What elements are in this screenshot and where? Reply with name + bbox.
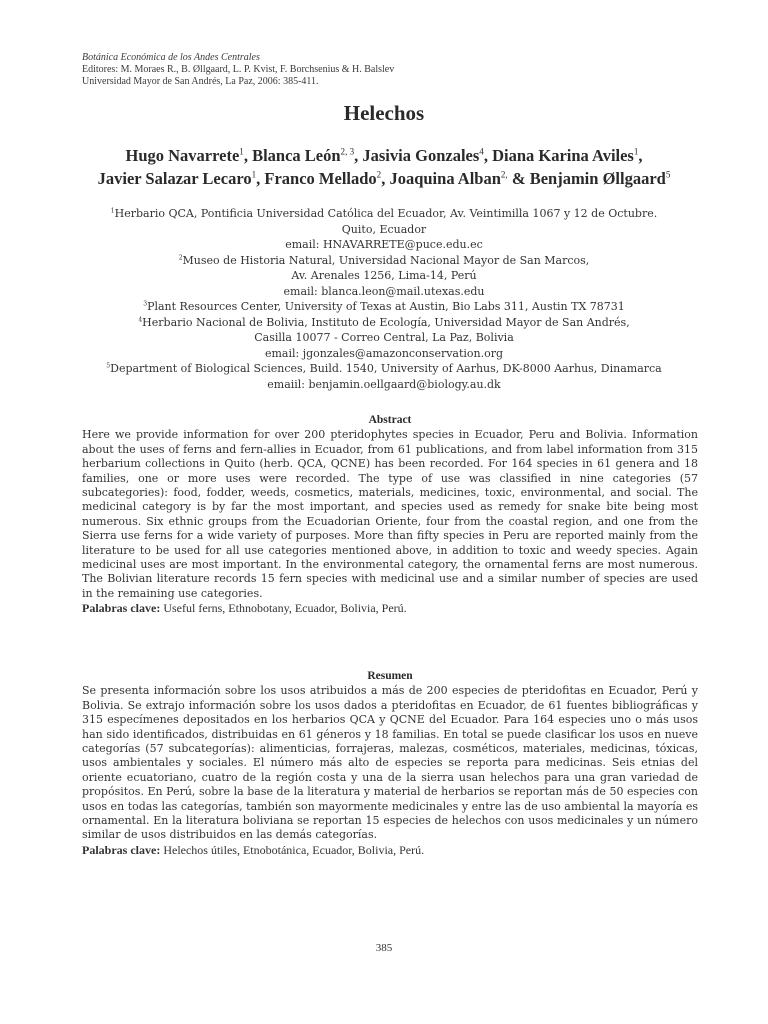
author-sep: , [256,169,265,188]
author-name: Diana Karina Aviles [492,146,634,165]
resumen-section [82,669,698,857]
affiliation-text: Casilla 10077 - Correo Central, La Paz, Bolivia [254,331,514,344]
author-name: Joaquina Alban [389,169,501,188]
publisher-line: Universidad Mayor de San Andrés, La Paz, 2006: 385-411. [82,76,319,87]
author-name: Benjamin Øllgaard [529,169,666,188]
author-sep: , [381,169,390,188]
affiliation-line [60,315,708,331]
affiliation-text: Quito, Ecuador [341,222,427,236]
author-sep: & [507,169,530,188]
author-sup: 4 [479,146,484,157]
affiliation-line [60,361,708,377]
keywords-text: Helechos útiles, Etnobotánica, Ecuador, Bolivia, Perú. [160,842,425,857]
abstract-body: Here we provide information for over 200 pteridophytes species in Ecuador, Peru and Bolivia. Information about the uses of ferns and fern-allies in Ecuador, from 61 publications, and from label information from 315 herbarium collections in Quito (herb. QCA, QCNE) has been recorded. For 164 species in 61 genera and 18 families, one or more uses were recorded. The type of use was classified in nine categories (57 subcategories): food, fodder, weeds, cosmetics, materials, medicines, toxic, environmental, and social. The medicinal category is by far the most important, and species used as remedy for snake bite being most numerous. Six ethnic groups from the Ecuadorian Oriente, four from the coastal region, and one from the Sierra use ferns for a wide variety of purposes. More than fifty species in Peru are reported mainly from the literature to be used for all use categories mentioned above, in addition to toxic and weedy species. Again medicinal uses are most important. In the environmental category, the ornamental ferns are most numerous. The Bolivian literature records 15 fern species with medicinal use and a similar number of species are used in the remaining use categories. [82,428,698,600]
author-list [60,144,708,190]
affiliation-text: Herbario Nacional de Bolivia, Instituto de Ecología, Universidad Mayor de San Andrés, [142,315,630,329]
running-header [82,52,682,88]
affiliation-sup: 1 [110,207,115,215]
author-sep: , [354,146,363,165]
affiliation-email: email: HNAVARRETE@puce.edu.ec [285,238,483,251]
author-sup: 5 [665,169,671,180]
keywords-text: Useful ferns, Ethnobotany, Ecuador, Bolivia, Perú. [160,601,407,616]
author-line-2 [60,167,708,190]
keywords-label: Palabras clave: [82,601,161,616]
editors-line: Editores: M. Moraes R., B. Øllgaard, L. P. Kvist, F. Borchsenius & H. Balslev [82,64,395,75]
author-sup: 2, [500,169,508,180]
affiliation-line [60,253,708,269]
affiliations [60,206,708,392]
author-sup: 2, 3 [340,146,355,157]
affiliation-sup: 5 [106,362,111,370]
affiliation-email: email: blanca.leon@mail.utexas.edu [283,284,485,298]
abstract-keywords [82,601,698,615]
affiliation-line [60,377,708,393]
affiliation-line [60,222,708,238]
author-sep: , [483,146,493,165]
affiliation-sup: 3 [143,300,148,308]
affiliation-sup: 4 [138,315,143,323]
affiliation-email: email: jgonzales@amazonconservation.org [264,346,504,360]
author-name: Jasivia Gonzales [362,146,480,165]
affiliation-text: Herbario QCA, Pontificia Universidad Católica del Ecuador, Av. Veintimilla 1067 y 12 de Octubre. [114,207,658,220]
affiliation-text: Plant Resources Center, University of Texas at Austin, Bio Labs 311, Austin TX 78731 [147,300,625,313]
resumen-body: Se presenta información sobre los usos atribuidos a más de 200 especies de pteridofitas en Ecuador, Perú y Bolivia. Se extrajo información sobre los usos dados a pteridofitas en Ecuador, de 61 fuentes bibliográficas y 315 especímenes depositados en los herbarios QCA y QCNE del Ecuador. Para 164 especies uno o más usos han sido identificados, distribuidas en 61 géneros y 18 familias. En total se puede clasificar los usos en nueve categorías (57 subcategorías): alimenticias, forrajeras, malezas, cosméticos, materiales, medicinas, tóxicas, usos ambientales y sociales. El número más alto de especies se reporta para medicinas. Seis etnias del oriente ecuatoriano, cuatro de la región costa y una de la sierra usan helechos para una gran variedad de propósitos. En Perú, sobre la base de la literatura y material de herbarios se reportan más de 50 especies con usos en todas las categorías, también son mayormente medicinales y entre las de uso ambiental la mayoría es ornamental. En la literatura boliviana se reportan 15 especies de helechos con usos medicinales y un número similar de usos distribuidos en las demás categorías. [82,684,698,842]
affiliation-line [60,346,708,362]
affiliation-line [60,284,708,300]
author-name: Javier Salazar Lecaro [97,169,252,188]
author-line-1 [60,144,708,167]
author-sep: , [638,146,643,165]
author-name: Blanca León [252,146,341,165]
chapter-title: Helechos [343,101,425,125]
author-sep: , [243,146,253,165]
author-sup: 1 [251,169,257,180]
affiliation-line [60,237,708,253]
resumen-keywords [82,843,698,857]
affiliation-text: Av. Arenales 1256, Lima-14, Perú [291,269,477,282]
affiliation-email: emaiil: benjamin.oellgaard@biology.au.dk [267,377,501,391]
author-sup: 1 [633,146,639,157]
affiliation-line [60,330,708,346]
keywords-label: Palabras clave: [82,842,161,857]
abstract-section [82,413,698,616]
author-name: Franco Mellado [264,169,377,188]
author-name: Hugo Navarrete [125,146,240,165]
affiliation-line [60,299,708,315]
abstract-heading: Abstract [368,414,412,426]
author-sup: 2 [376,169,382,180]
affiliation-line [60,206,708,222]
affiliation-text: Department of Biological Sciences, Build. 1540, University of Aarhus, DK-8000 Aarhus, Dinamarca [110,362,662,375]
affiliation-sup: 2 [178,253,183,261]
book-title: Botánica Económica de los Andes Centrales [82,52,260,63]
affiliation-text: Museo de Historia Natural, Universidad Nacional Mayor de San Marcos, [182,253,590,267]
affiliation-line [60,268,708,284]
resumen-heading: Resumen [367,670,413,682]
author-sup: 1 [239,146,244,157]
page-number: 385 [375,942,393,954]
